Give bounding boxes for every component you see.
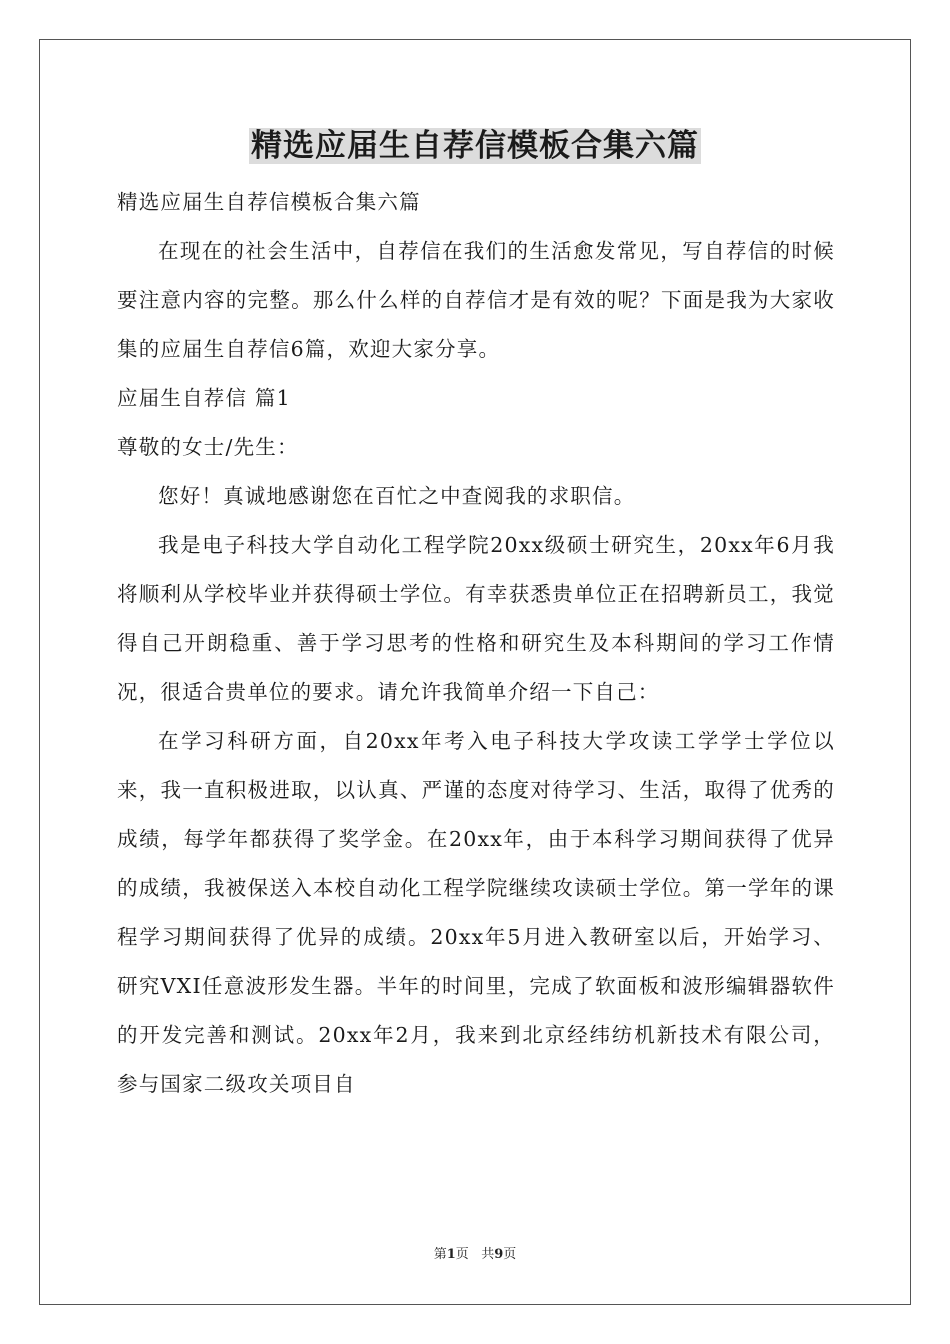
paragraph: 精选应届生自荐信模板合集六篇: [117, 190, 421, 214]
page-prefix: 第: [433, 1247, 447, 1262]
page-current: 1: [446, 1247, 456, 1262]
total-suffix: 页: [503, 1247, 517, 1262]
paragraph: 我是电子科技大学自动化工程学院20xx级硕士研究生，20xx年6月我将顺利从学校毕业并获得硕士学位。有幸获悉贵单位正在招聘新员工，我觉得自己开朗稳重、善于学习思考的性格和研究生及本科期间的学习工作情况，很适合贵单位的要求。请允许我简单介绍一下自己：: [117, 533, 835, 704]
total-prefix: 共: [481, 1247, 495, 1262]
page-suffix: 页: [455, 1247, 469, 1262]
document-title-text: 精选应届生自荐信模板合集六篇: [251, 128, 699, 164]
document-title: [0, 124, 950, 168]
document-body: [117, 178, 835, 1109]
paragraph: 尊敬的女士/先生：: [117, 435, 299, 459]
paragraph: 应届生自荐信 篇1: [117, 386, 291, 410]
paragraph: 在学习科研方面，自20xx年考入电子科技大学攻读工学学士学位以来，我一直积极进取，以认真、严谨的态度对待学习、生活，取得了优秀的成绩，每学年都获得了奖学金。在20xx年，由于本科学习期间获得了优异的成绩，我被保送入本校自动化工程学院继续攻读硕士学位。第一学年的课程学习期间获得了优异的成绩。20xx年5月进入教研室以后，开始学习、研究VXI任意波形发生器。半年的时间里，完成了软面板和波形编辑器软件的开发完善和测试。20xx年2月，我来到北京经纬纺机新技术有限公司，参与国家二级攻关项目自: [117, 729, 835, 1096]
page-footer: [0, 1246, 950, 1264]
paragraph: 您好！真诚地感谢您在百忙之中查阅我的求职信。: [158, 484, 636, 508]
page-total: 9: [494, 1247, 504, 1262]
paragraph: 在现在的社会生活中，自荐信在我们的生活愈发常见，写自荐信的时候要注意内容的完整。那么什么样的自荐信才是有效的呢？下面是我为大家收集的应届生自荐信6篇，欢迎大家分享。: [117, 239, 835, 361]
